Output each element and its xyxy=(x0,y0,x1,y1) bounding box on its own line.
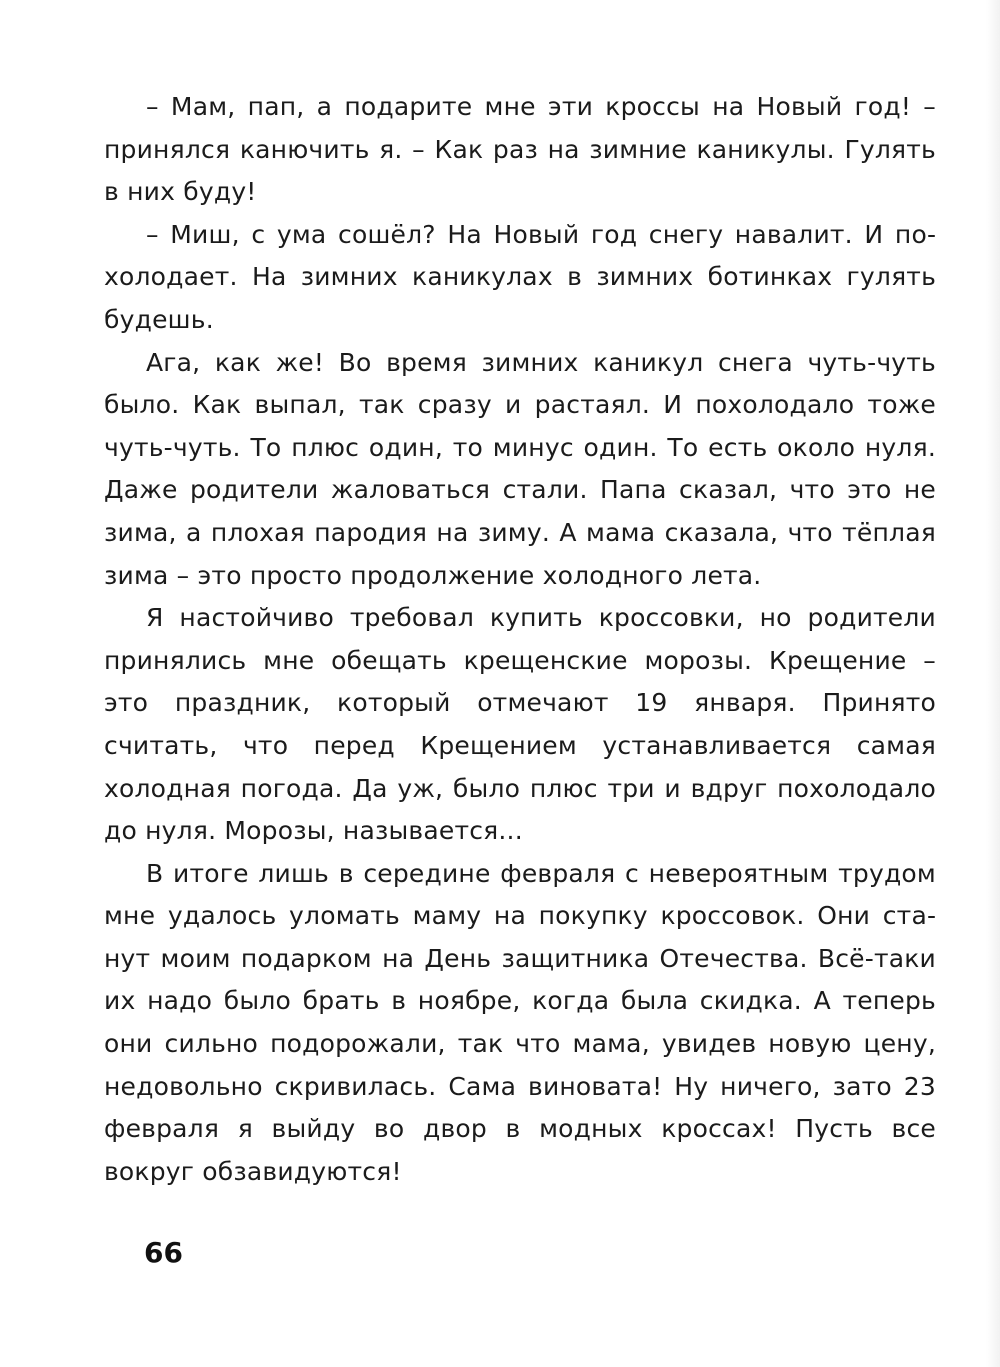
paragraph-2: – Миш, с ума сошёл? На Новый год снегу навалит. И похолодает. На зимних каникулах в зимних ботинках гулять будешь. xyxy=(104,219,936,334)
page-number: 66 xyxy=(144,1236,183,1269)
paragraph-4: Я настойчиво требовал купить кроссовки, но родители принялись мне обещать крещенские морозы. Крещение – это праздник, который отмечают 19 января. Принято считать, что перед Крещением устанавливается самая холодная погода. Да уж, было плюс три и вдруг похолодало до нуля. Морозы, называется... xyxy=(104,603,936,846)
paragraph-1: – Мам, пап, а подарите мне эти кроссы на Новый год! – принялся канючить я. – Как раз на зимние каникулы. Гулять в них буду! xyxy=(104,92,936,207)
page-edge-shadow xyxy=(986,0,1000,1367)
paragraph-3: Ага, как же! Во время зимних каникул снега чуть-чуть было. Как выпал, так сразу и растаял. И похолодало тоже чуть-чуть. То плюс один, то минус один. То есть около нуля. Даже родители жаловаться стали. Папа сказал, что это не зима, а плохая пародия на зиму. А мама сказала, что тёплая зима – это просто продолжение холодного лета. xyxy=(104,347,936,590)
body-text xyxy=(104,86,936,1193)
paragraph-5: В итоге лишь в середине февраля с невероятным трудом мне удалось уломать маму на покупку кроссовок. Они станут моим подарком на День защитника Отечества. Всё-таки их надо было брать в ноябре, когда была скидка. А теперь они сильно подорожали, так что мама, увидев новую цену, недовольно скривилась. Сама виновата! Ну ничего, зато 23 февраля я выйду во двор в модных кроссах! Пусть все вокруг обзавидуются! xyxy=(104,858,936,1186)
